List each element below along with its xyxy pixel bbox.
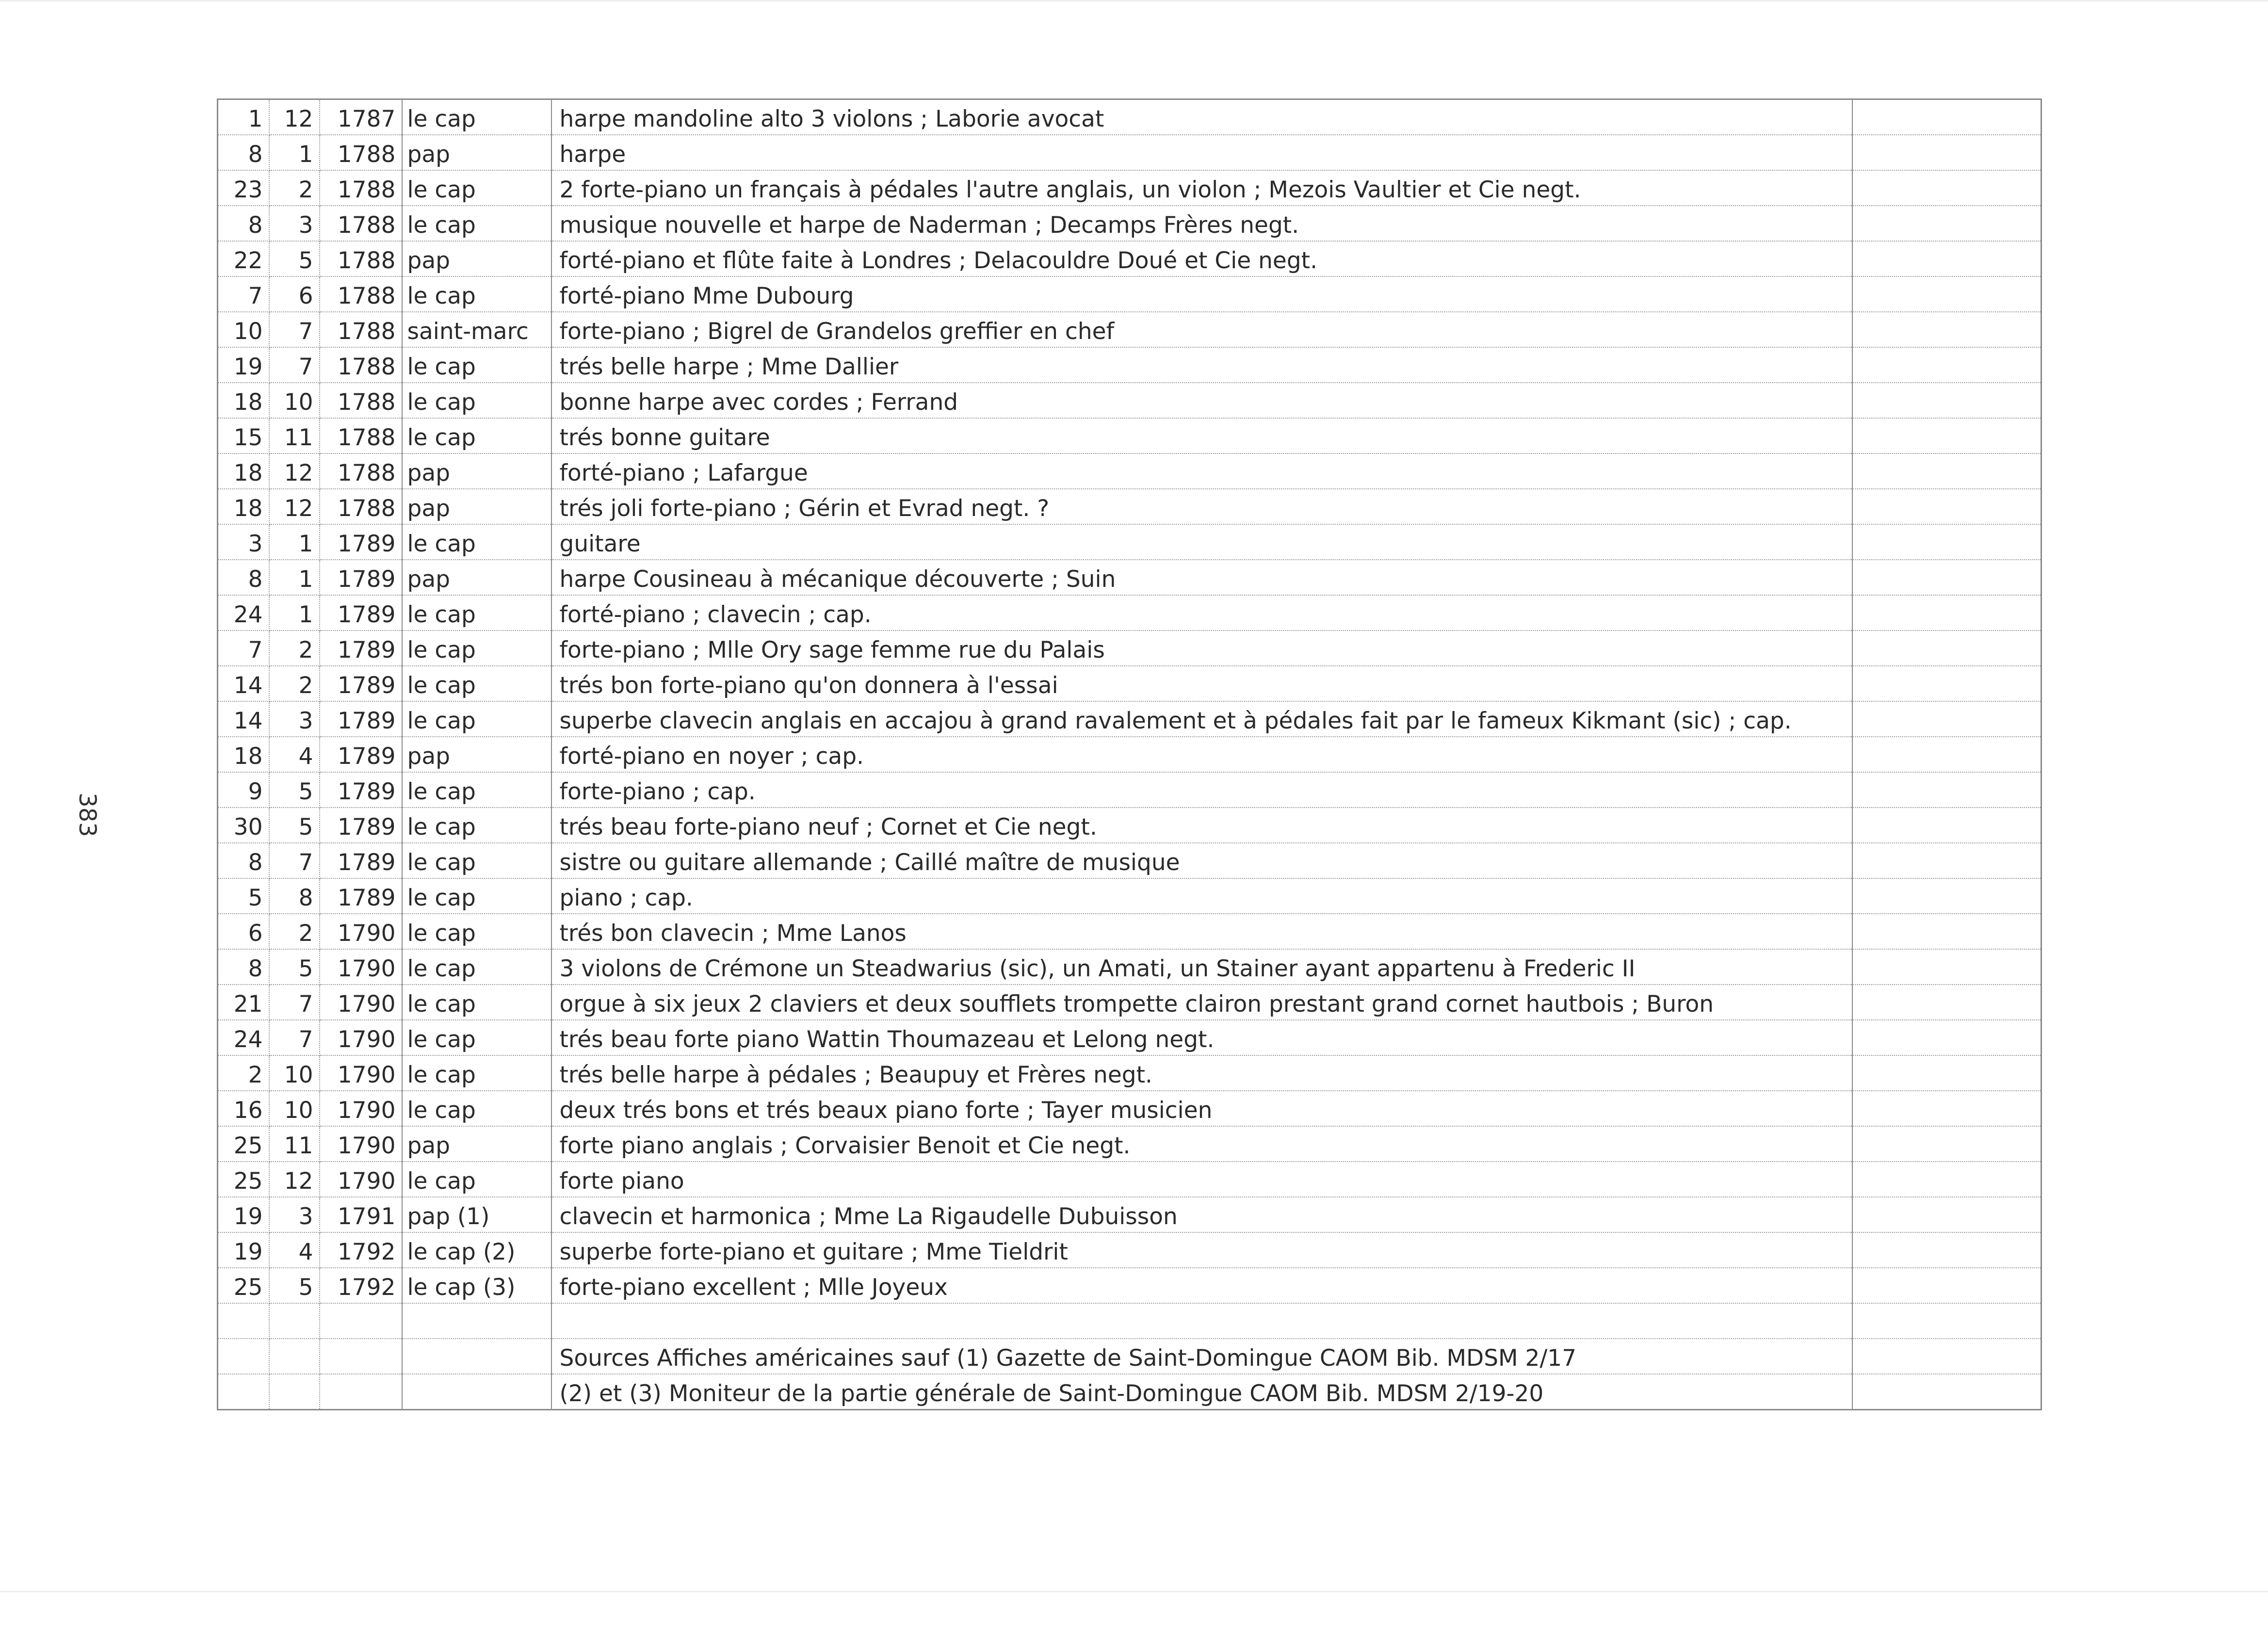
place-cell: le cap (402, 630, 551, 666)
empty-cell (1852, 418, 2041, 453)
table-row (218, 1162, 2041, 1197)
table-row (218, 914, 2041, 949)
table-row (218, 1055, 2041, 1091)
place-cell: le cap (402, 772, 551, 808)
empty-cell (1852, 1126, 2041, 1162)
month-cell: 7 (269, 985, 320, 1020)
table-row (218, 347, 2041, 383)
month-cell: 11 (269, 418, 320, 453)
place-cell (402, 1374, 551, 1410)
day-cell: 8 (218, 560, 269, 595)
day-cell: 18 (218, 453, 269, 489)
description-cell: harpe (551, 135, 1852, 170)
year-cell: 1790 (320, 914, 402, 949)
description-cell: Sources Affiches américaines sauf (1) Gazette de Saint-Domingue CAOM Bib. MDSM 2/17 (551, 1339, 1852, 1374)
place-cell: pap (1) (402, 1197, 551, 1232)
scan-edge-bottom (0, 1591, 2268, 1592)
description-cell: forté-piano et flûte faite à Londres ; Delacouldre Doué et Cie negt. (551, 241, 1852, 276)
scan-edge-top (0, 0, 2268, 1)
place-cell: le cap (402, 99, 551, 135)
place-cell: le cap (402, 418, 551, 453)
table-row (218, 453, 2041, 489)
description-cell: trés beau forte-piano neuf ; Cornet et Cie negt. (551, 808, 1852, 843)
month-cell: 7 (269, 347, 320, 383)
day-cell: 30 (218, 808, 269, 843)
place-cell: saint-marc (402, 312, 551, 347)
year-cell: 1789 (320, 701, 402, 737)
table-row (218, 737, 2041, 772)
table-row (218, 666, 2041, 701)
month-cell: 5 (269, 808, 320, 843)
month-cell: 6 (269, 276, 320, 312)
table-row (218, 206, 2041, 241)
year-cell: 1792 (320, 1232, 402, 1268)
empty-cell (1852, 241, 2041, 276)
month-cell (269, 1303, 320, 1339)
month-cell: 2 (269, 914, 320, 949)
table-row (218, 949, 2041, 985)
day-cell: 9 (218, 772, 269, 808)
empty-cell (1852, 489, 2041, 524)
description-cell: piano ; cap. (551, 878, 1852, 914)
year-cell: 1788 (320, 170, 402, 206)
description-cell: trés belle harpe ; Mme Dallier (551, 347, 1852, 383)
description-cell: trés bon clavecin ; Mme Lanos (551, 914, 1852, 949)
empty-cell (1852, 914, 2041, 949)
day-cell: 16 (218, 1091, 269, 1126)
day-cell: 8 (218, 135, 269, 170)
place-cell: le cap (402, 524, 551, 560)
day-cell: 24 (218, 1020, 269, 1055)
empty-cell (1852, 701, 2041, 737)
place-cell: le cap (3) (402, 1268, 551, 1303)
year-cell: 1790 (320, 1020, 402, 1055)
table-row (218, 1374, 2041, 1410)
empty-cell (1852, 347, 2041, 383)
day-cell: 10 (218, 312, 269, 347)
month-cell: 3 (269, 701, 320, 737)
empty-cell (1852, 383, 2041, 418)
day-cell: 15 (218, 418, 269, 453)
year-cell: 1790 (320, 1055, 402, 1091)
day-cell: 18 (218, 737, 269, 772)
year-cell: 1789 (320, 737, 402, 772)
year-cell: 1790 (320, 1162, 402, 1197)
month-cell: 5 (269, 772, 320, 808)
description-cell: orgue à six jeux 2 claviers et deux soufflets trompette clairon prestant grand cornet hautbois ; Buron (551, 985, 1852, 1020)
month-cell: 10 (269, 383, 320, 418)
description-cell: (2) et (3) Moniteur de la partie générale de Saint-Domingue CAOM Bib. MDSM 2/19-20 (551, 1374, 1852, 1410)
day-cell: 25 (218, 1126, 269, 1162)
place-cell: pap (402, 453, 551, 489)
table-row (218, 1091, 2041, 1126)
day-cell: 2 (218, 1055, 269, 1091)
year-cell: 1789 (320, 878, 402, 914)
year-cell: 1789 (320, 560, 402, 595)
page-number: 383 (74, 792, 101, 837)
description-cell: guitare (551, 524, 1852, 560)
table-row (218, 630, 2041, 666)
day-cell: 25 (218, 1268, 269, 1303)
day-cell: 18 (218, 489, 269, 524)
month-cell: 7 (269, 843, 320, 878)
empty-cell (1852, 453, 2041, 489)
description-cell: forté-piano en noyer ; cap. (551, 737, 1852, 772)
month-cell: 3 (269, 206, 320, 241)
day-cell (218, 1303, 269, 1339)
description-cell: forté-piano Mme Dubourg (551, 276, 1852, 312)
day-cell: 1 (218, 99, 269, 135)
day-cell: 7 (218, 630, 269, 666)
place-cell: le cap (402, 1020, 551, 1055)
year-cell: 1789 (320, 772, 402, 808)
table-row (218, 772, 2041, 808)
day-cell: 18 (218, 383, 269, 418)
year-cell: 1788 (320, 206, 402, 241)
description-cell: 2 forte-piano un français à pédales l'autre anglais, un violon ; Mezois Vaultier et Cie negt. (551, 170, 1852, 206)
table-row (218, 170, 2041, 206)
description-cell: forté-piano ; clavecin ; cap. (551, 595, 1852, 630)
day-cell: 25 (218, 1162, 269, 1197)
description-cell: forte-piano ; Mlle Ory sage femme rue du Palais (551, 630, 1852, 666)
month-cell: 4 (269, 1232, 320, 1268)
empty-cell (1852, 985, 2041, 1020)
day-cell (218, 1374, 269, 1410)
table-row (218, 135, 2041, 170)
place-cell: le cap (402, 1091, 551, 1126)
day-cell: 19 (218, 1197, 269, 1232)
place-cell: le cap (402, 383, 551, 418)
place-cell: pap (402, 560, 551, 595)
month-cell: 1 (269, 595, 320, 630)
empty-cell (1852, 1091, 2041, 1126)
day-cell: 6 (218, 914, 269, 949)
place-cell: le cap (2) (402, 1232, 551, 1268)
description-cell: harpe Cousineau à mécanique découverte ; Suin (551, 560, 1852, 595)
month-cell: 5 (269, 241, 320, 276)
description-cell: clavecin et harmonica ; Mme La Rigaudelle Dubuisson (551, 1197, 1852, 1232)
place-cell: le cap (402, 878, 551, 914)
place-cell: le cap (402, 666, 551, 701)
table-row (218, 418, 2041, 453)
month-cell: 10 (269, 1055, 320, 1091)
empty-cell (1852, 312, 2041, 347)
year-cell: 1788 (320, 276, 402, 312)
empty-cell (1852, 1162, 2041, 1197)
place-cell: le cap (402, 276, 551, 312)
table-row (218, 843, 2041, 878)
description-cell: musique nouvelle et harpe de Naderman ; Decamps Frères negt. (551, 206, 1852, 241)
table-row (218, 878, 2041, 914)
month-cell: 7 (269, 312, 320, 347)
month-cell: 1 (269, 524, 320, 560)
year-cell: 1788 (320, 489, 402, 524)
year-cell: 1790 (320, 1126, 402, 1162)
description-cell (551, 1303, 1852, 1339)
description-cell: trés bonne guitare (551, 418, 1852, 453)
place-cell: le cap (402, 914, 551, 949)
empty-cell (1852, 1374, 2041, 1410)
year-cell: 1788 (320, 383, 402, 418)
table-row (218, 1197, 2041, 1232)
place-cell: le cap (402, 701, 551, 737)
place-cell: pap (402, 489, 551, 524)
description-cell: forté-piano ; Lafargue (551, 453, 1852, 489)
empty-cell (1852, 878, 2041, 914)
year-cell: 1791 (320, 1197, 402, 1232)
year-cell: 1788 (320, 135, 402, 170)
description-cell: forte-piano excellent ; Mlle Joyeux (551, 1268, 1852, 1303)
description-cell: bonne harpe avec cordes ; Ferrand (551, 383, 1852, 418)
day-cell: 7 (218, 276, 269, 312)
empty-cell (1852, 1020, 2041, 1055)
empty-cell (1852, 1303, 2041, 1339)
table-row (218, 1268, 2041, 1303)
table-row (218, 701, 2041, 737)
empty-cell (1852, 170, 2041, 206)
empty-cell (1852, 1197, 2041, 1232)
description-cell: harpe mandoline alto 3 violons ; Laborie avocat (551, 99, 1852, 135)
description-cell: deux trés bons et trés beaux piano forte ; Tayer musicien (551, 1091, 1852, 1126)
year-cell: 1789 (320, 595, 402, 630)
month-cell: 4 (269, 737, 320, 772)
month-cell: 7 (269, 1020, 320, 1055)
table-row (218, 524, 2041, 560)
inventory-table-body (218, 99, 2041, 1410)
year-cell: 1789 (320, 843, 402, 878)
place-cell: pap (402, 241, 551, 276)
place-cell (402, 1339, 551, 1374)
year-cell (320, 1374, 402, 1410)
empty-cell (1852, 737, 2041, 772)
month-cell: 2 (269, 630, 320, 666)
day-cell: 14 (218, 666, 269, 701)
empty-cell (1852, 949, 2041, 985)
year-cell: 1790 (320, 985, 402, 1020)
empty-cell (1852, 1339, 2041, 1374)
month-cell: 12 (269, 453, 320, 489)
table-row (218, 595, 2041, 630)
year-cell: 1790 (320, 1091, 402, 1126)
year-cell: 1789 (320, 630, 402, 666)
table-row (218, 1020, 2041, 1055)
place-cell: le cap (402, 170, 551, 206)
place-cell (402, 1303, 551, 1339)
month-cell: 8 (269, 878, 320, 914)
table-row (218, 241, 2041, 276)
year-cell: 1788 (320, 312, 402, 347)
description-cell: superbe clavecin anglais en accajou à grand ravalement et à pédales fait par le fameux Kikmant (sic) ; cap. (551, 701, 1852, 737)
description-cell: trés bon forte-piano qu'on donnera à l'essai (551, 666, 1852, 701)
year-cell: 1787 (320, 99, 402, 135)
empty-cell (1852, 560, 2041, 595)
day-cell: 8 (218, 206, 269, 241)
table-row (218, 1303, 2041, 1339)
month-cell (269, 1374, 320, 1410)
description-cell: 3 violons de Crémone un Steadwarius (sic), un Amati, un Stainer ayant appartenu à Frederic II (551, 949, 1852, 985)
description-cell: sistre ou guitare allemande ; Caillé maître de musique (551, 843, 1852, 878)
description-cell: trés joli forte-piano ; Gérin et Evrad negt. ? (551, 489, 1852, 524)
month-cell: 5 (269, 949, 320, 985)
day-cell: 3 (218, 524, 269, 560)
table-row (218, 1339, 2041, 1374)
day-cell: 21 (218, 985, 269, 1020)
day-cell: 5 (218, 878, 269, 914)
month-cell: 12 (269, 489, 320, 524)
table-row (218, 560, 2041, 595)
year-cell: 1788 (320, 347, 402, 383)
empty-cell (1852, 276, 2041, 312)
empty-cell (1852, 524, 2041, 560)
year-cell: 1788 (320, 453, 402, 489)
place-cell: le cap (402, 1055, 551, 1091)
year-cell: 1789 (320, 524, 402, 560)
year-cell: 1790 (320, 949, 402, 985)
description-cell: forte piano anglais ; Corvaisier Benoit et Cie negt. (551, 1126, 1852, 1162)
place-cell: le cap (402, 985, 551, 1020)
empty-cell (1852, 135, 2041, 170)
empty-cell (1852, 772, 2041, 808)
day-cell: 23 (218, 170, 269, 206)
table-row (218, 1232, 2041, 1268)
month-cell: 5 (269, 1268, 320, 1303)
empty-cell (1852, 1232, 2041, 1268)
month-cell: 2 (269, 170, 320, 206)
day-cell: 24 (218, 595, 269, 630)
description-cell: trés beau forte piano Wattin Thoumazeau et Lelong negt. (551, 1020, 1852, 1055)
place-cell: le cap (402, 595, 551, 630)
place-cell: pap (402, 1126, 551, 1162)
place-cell: pap (402, 135, 551, 170)
day-cell: 19 (218, 1232, 269, 1268)
day-cell: 8 (218, 949, 269, 985)
month-cell: 2 (269, 666, 320, 701)
empty-cell (1852, 206, 2041, 241)
day-cell: 22 (218, 241, 269, 276)
day-cell: 14 (218, 701, 269, 737)
empty-cell (1852, 666, 2041, 701)
table-row (218, 489, 2041, 524)
table-row (218, 1126, 2041, 1162)
place-cell: le cap (402, 949, 551, 985)
month-cell: 1 (269, 135, 320, 170)
day-cell: 19 (218, 347, 269, 383)
description-cell: trés belle harpe à pédales ; Beaupuy et Frères negt. (551, 1055, 1852, 1091)
place-cell: le cap (402, 206, 551, 241)
empty-cell (1852, 1055, 2041, 1091)
inventory-table (217, 98, 2042, 1410)
description-cell: superbe forte-piano et guitare ; Mme Tieldrit (551, 1232, 1852, 1268)
month-cell: 3 (269, 1197, 320, 1232)
place-cell: le cap (402, 347, 551, 383)
day-cell (218, 1339, 269, 1374)
table-row (218, 383, 2041, 418)
empty-cell (1852, 595, 2041, 630)
year-cell: 1788 (320, 241, 402, 276)
year-cell: 1789 (320, 808, 402, 843)
table-row (218, 985, 2041, 1020)
description-cell: forte piano (551, 1162, 1852, 1197)
table-row (218, 276, 2041, 312)
empty-cell (1852, 99, 2041, 135)
table-row (218, 99, 2041, 135)
empty-cell (1852, 1268, 2041, 1303)
month-cell: 1 (269, 560, 320, 595)
month-cell: 10 (269, 1091, 320, 1126)
table-row (218, 808, 2041, 843)
year-cell: 1792 (320, 1268, 402, 1303)
year-cell (320, 1339, 402, 1374)
place-cell: le cap (402, 1162, 551, 1197)
month-cell (269, 1339, 320, 1374)
month-cell: 12 (269, 1162, 320, 1197)
place-cell: le cap (402, 843, 551, 878)
place-cell: le cap (402, 808, 551, 843)
empty-cell (1852, 630, 2041, 666)
place-cell: pap (402, 737, 551, 772)
year-cell: 1789 (320, 666, 402, 701)
month-cell: 12 (269, 99, 320, 135)
description-cell: forte-piano ; Bigrel de Grandelos greffier en chef (551, 312, 1852, 347)
month-cell: 11 (269, 1126, 320, 1162)
year-cell: 1788 (320, 418, 402, 453)
day-cell: 8 (218, 843, 269, 878)
year-cell (320, 1303, 402, 1339)
description-cell: forte-piano ; cap. (551, 772, 1852, 808)
empty-cell (1852, 843, 2041, 878)
table-row (218, 312, 2041, 347)
empty-cell (1852, 808, 2041, 843)
